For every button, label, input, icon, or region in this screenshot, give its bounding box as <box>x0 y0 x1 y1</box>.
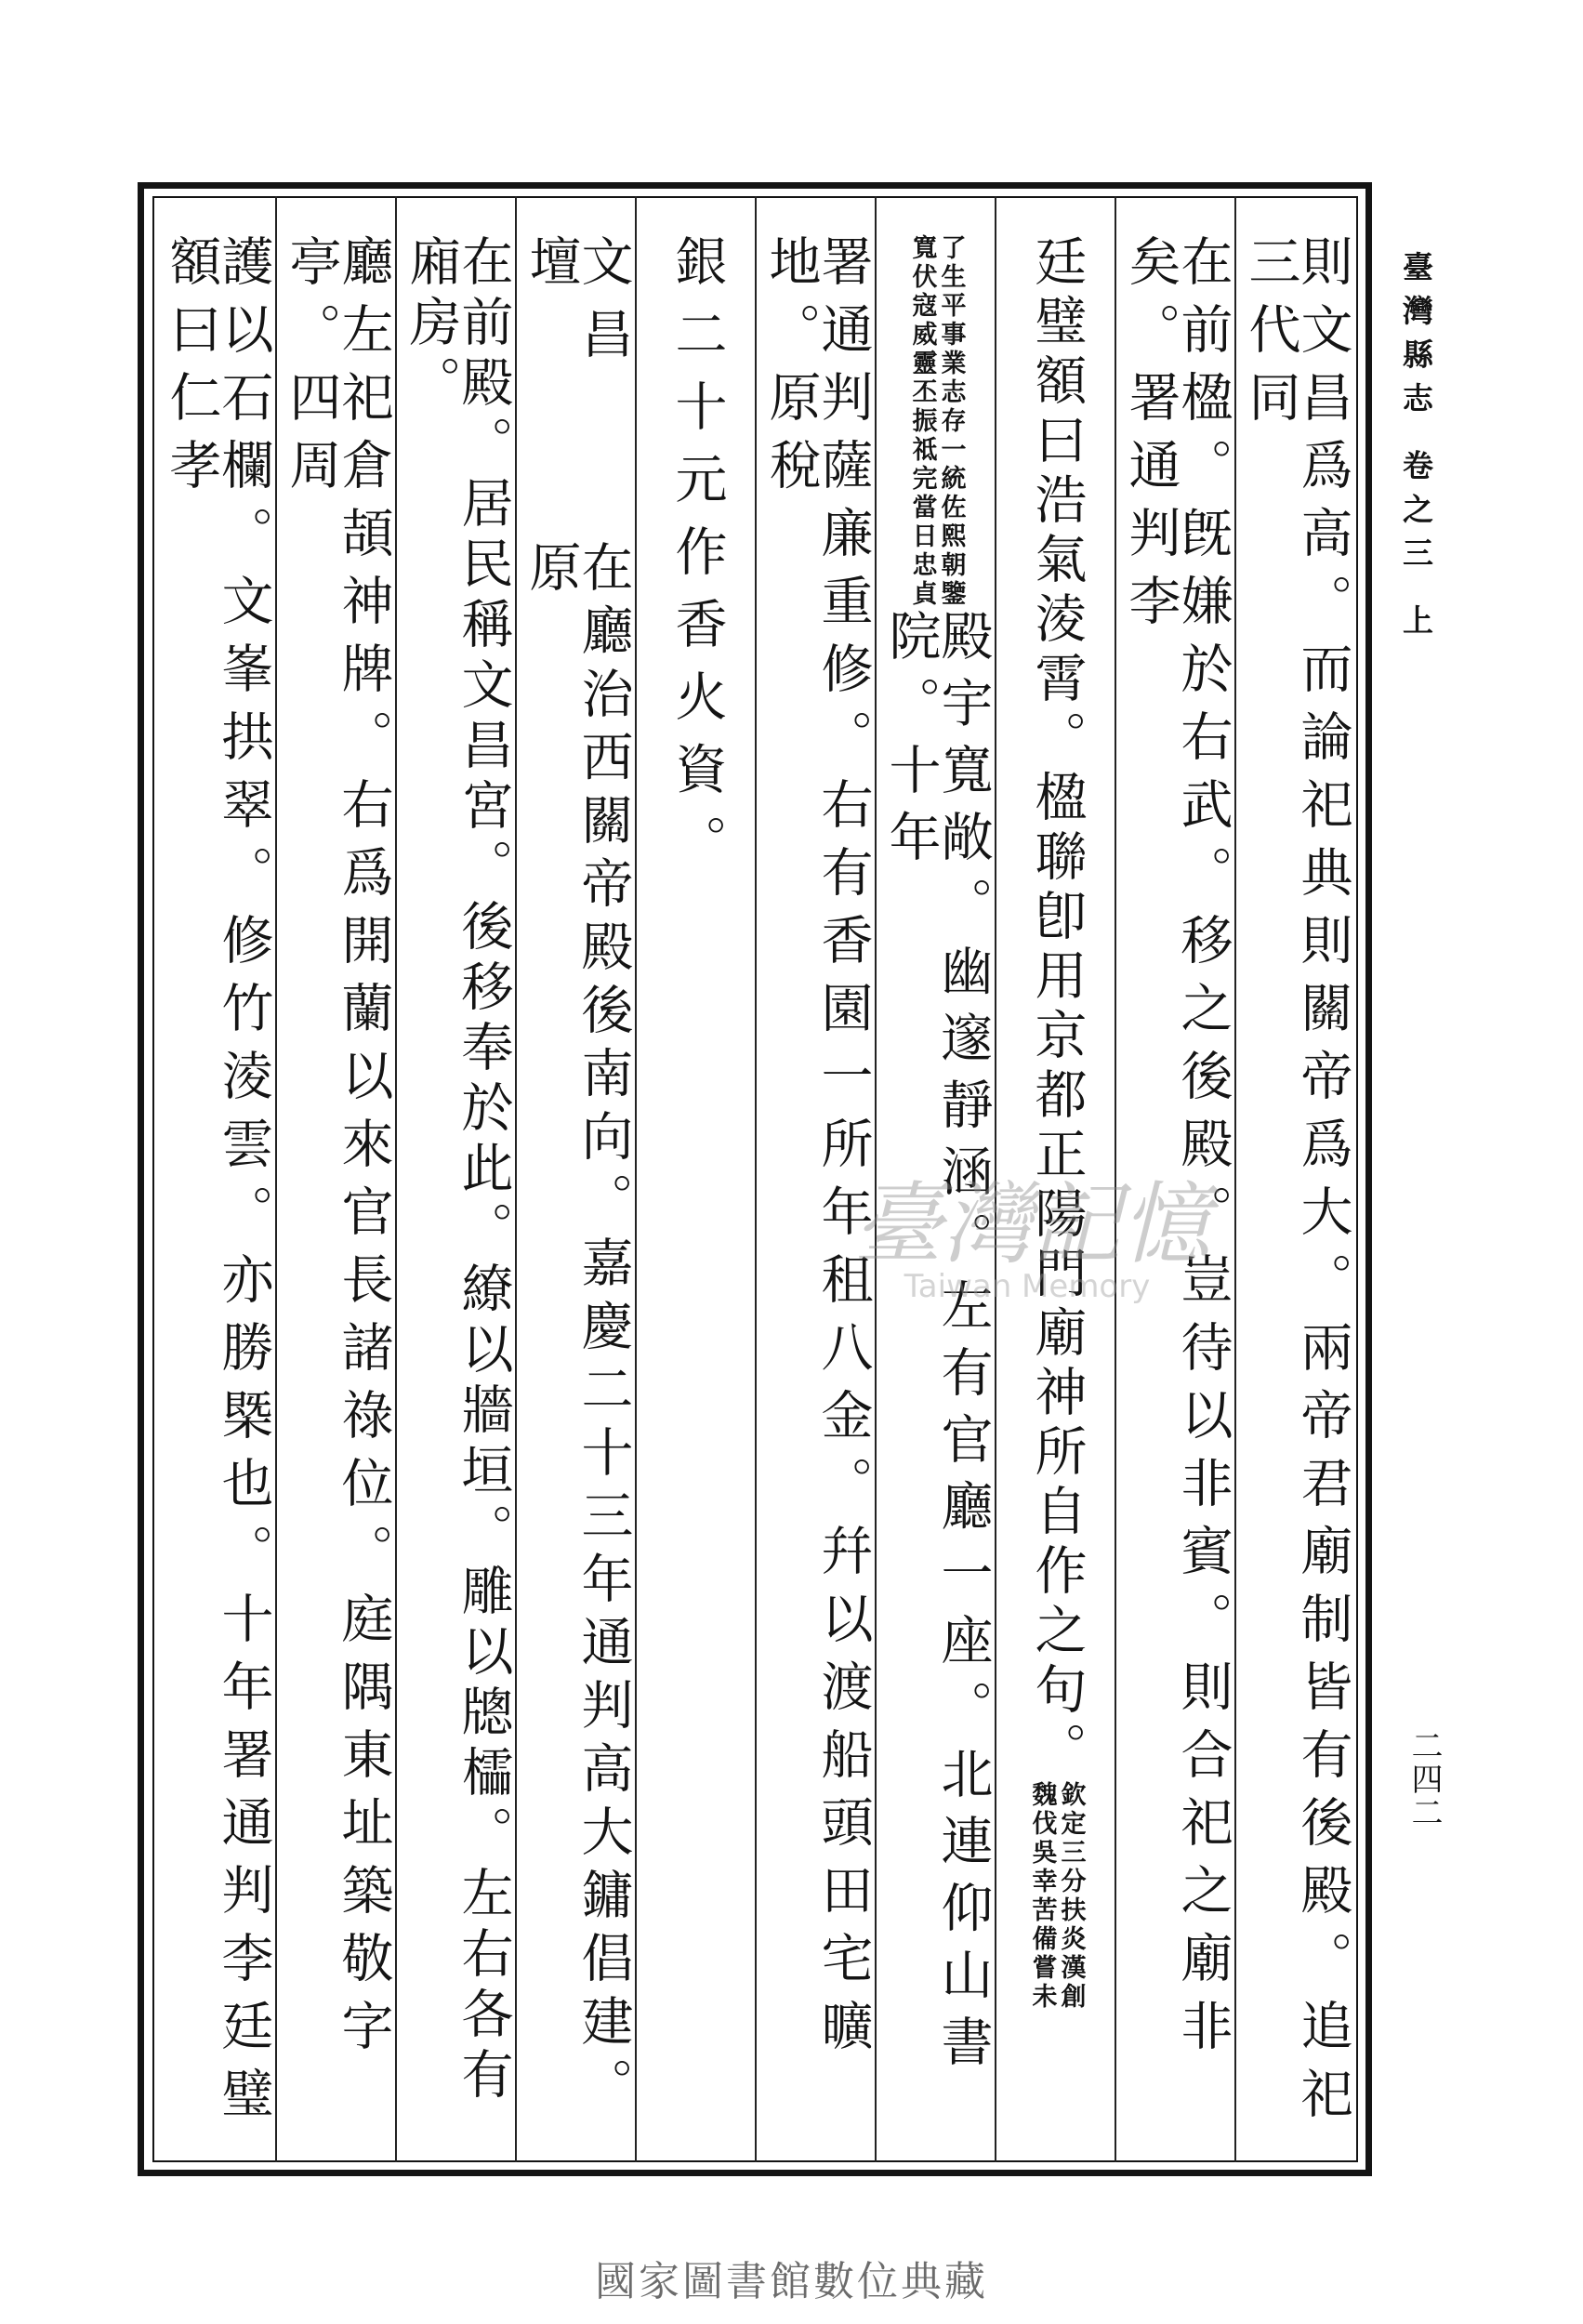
watermark-cn: 臺灣記憶 <box>853 1172 1210 1276</box>
column-text: 在廳治西關帝殿後南向。嘉慶二十三年通判高大鏞倡建。原 <box>521 539 634 2120</box>
footer-credit: 國家圖書館數位典藏 <box>595 2258 988 2305</box>
running-title: 臺灣縣志 卷之三 上 <box>1398 251 1434 648</box>
column-text: 廳左祀倉頡神牌。右爲開蘭以來官長諸祿位。庭隅東址築敬字亭。四周 <box>281 234 394 2067</box>
column-text: 則文昌爲高。而論祀典則關帝爲大。兩帝君廟制皆有後殿。追祀三代同 <box>1240 234 1353 2134</box>
column-text: 殿宇寬敞。幽邃靜涵。左有官廳一座。北連仰山書院。十年 <box>880 609 994 2081</box>
column-text: 署通判薩廉重修。右有香園一所年租八金。幷以渡船頭田宅曠地。原稅 <box>760 234 874 2067</box>
column-text: 在前楹。旣嫌於右武。移之後殿。豈待以非賓。則合祀之廟非矣。署通判李 <box>1120 234 1233 2067</box>
note-line-right: 欽定三分扶炎漢創 <box>1056 1781 1086 2012</box>
entry-title: 文昌壇 <box>521 234 634 379</box>
column-text: 在前殿。居民稱文昌宮。後移奉於此。繚以牆垣。雕以牕櫺。左右各有廂房。 <box>401 234 514 2107</box>
text-column-8 <box>398 234 516 2159</box>
text-column-10 <box>158 234 276 2159</box>
page-number: 二四二 <box>1405 1729 1443 1829</box>
text-column-6 <box>638 234 756 2159</box>
note-line-left: 寬伏寇威靈丕振祗完當日忠貞 <box>907 234 937 609</box>
column-text: 銀二十元作香火資。 <box>666 234 728 887</box>
taiwan-memory-watermark <box>781 1153 1283 1311</box>
interlinear-note <box>1027 1781 1086 2012</box>
column-text: 廷璧額曰浩氣淩霄。楹聯卽用京都正陽門廟神所自作之句。 <box>1026 234 1088 1781</box>
interlinear-note <box>907 234 966 609</box>
text-column-7 <box>518 234 636 2159</box>
column-text: 護以石欄。文峯拱翠。修竹淩雲。亦勝槩也。十年署通判李廷璧額曰仁孝 <box>161 234 274 2134</box>
watermark-en: Taiwan Memory <box>904 1268 1151 1305</box>
text-column-9 <box>278 234 396 2159</box>
note-line-left: 魏伐吳幸苦備嘗未 <box>1027 1781 1057 2012</box>
note-line-right: 了生平事業志存一統佐熙朝鑒 <box>936 234 966 609</box>
